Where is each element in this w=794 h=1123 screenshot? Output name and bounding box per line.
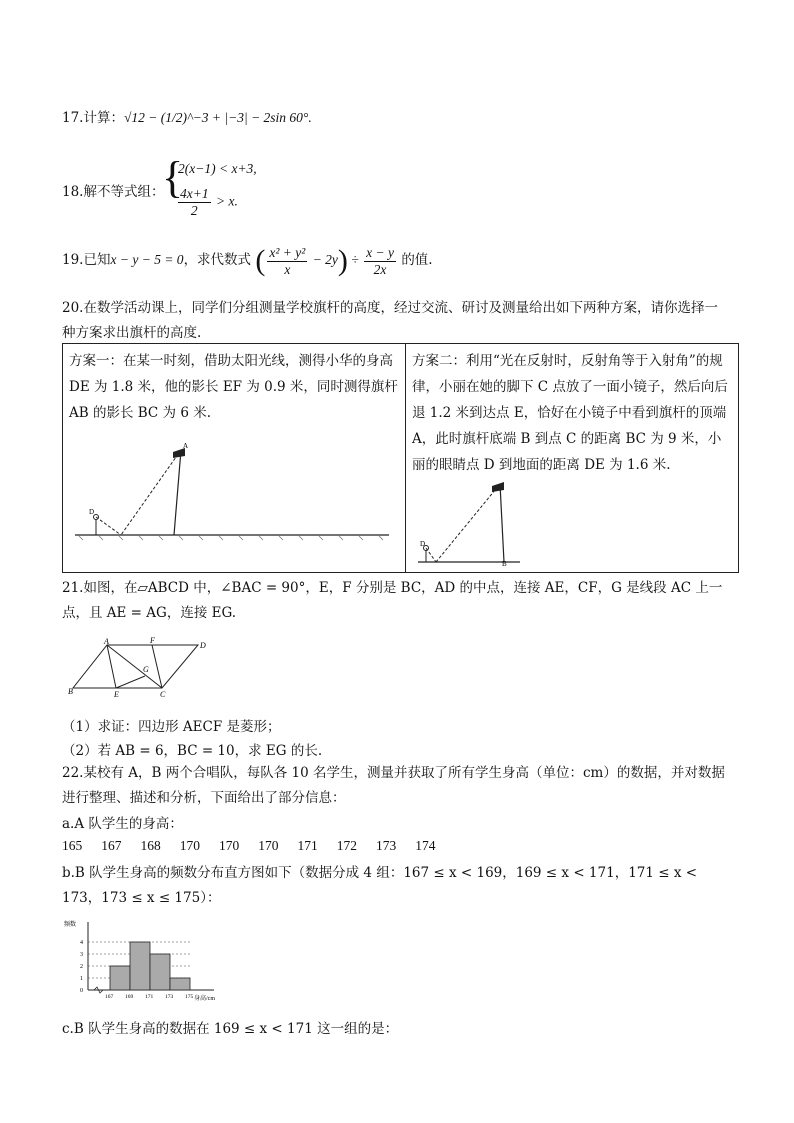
point-B: B <box>68 687 73 696</box>
plan2-figure <box>412 478 732 568</box>
q21-text: 21.如图，在▱ABCD 中，∠BAC = 90°，E，F 分别是 BC，AD 的中点，连接 AE，CF，G 是线段 AC 上一点，且 AE = AG，连接 EG. <box>62 580 723 621</box>
plan1-figure <box>69 432 399 552</box>
q19-mid: ，求代数式 <box>183 252 252 269</box>
a-height-value: 173 <box>376 838 397 853</box>
q18-rest: > x. <box>215 193 238 209</box>
histogram-bar <box>110 966 130 990</box>
q18-den: 2 <box>190 203 198 218</box>
q18-num: 4x+1 <box>180 186 209 201</box>
a-height-value: 171 <box>297 838 318 853</box>
q18-label: 18.解不等式组： <box>62 184 165 200</box>
q22-c-label: c.B 队学生身高的数据在 169 ≤ x < 171 这一组的是： <box>62 1021 399 1037</box>
plan2-cell <box>406 344 739 573</box>
q18-brace: { <box>162 153 184 202</box>
x-tick-label: 167 <box>105 994 114 1000</box>
q19-condition: x − y − 5 = 0 <box>110 252 184 268</box>
plan2-text: 方案二：利用“光在反射时，反射角等于入射角”的规律，小丽在她的脚下 C 点放了一面小镜子，然后向后退 1.2 米到达点 E，恰好在小镜子中看到旗杆的顶端 A，此时旗杆底端 B 到点 C 的距离 BC 为 9 米，小丽的眼睛点 D 到地面的距离 DE 为 1.6 米. <box>412 353 728 473</box>
q17-label: 17.计算： <box>62 110 124 126</box>
q21-parallelogram-figure <box>66 636 216 701</box>
histogram-bar <box>170 978 190 990</box>
plan1-cell <box>63 344 406 573</box>
x-axis-label: 身高/cm <box>194 996 215 1002</box>
q20-text: 20.在数学活动课上，同学们分组测量学校旗杆的高度，经过交流、研讨及测量给出如下两种方案，请你选择一种方案求出旗杆的高度. <box>62 300 718 341</box>
q18-line2 <box>176 186 238 219</box>
y-tick-label: 3 <box>80 952 83 958</box>
q22-text: 22.某校有 A，B 两个合唱队，每队各 10 名学生，测量并获取了所有学生身高（单位：cm）的数据，并对数据进行整理、描述和分析，下面给出了部分信息： <box>62 765 725 806</box>
a-height-value: 168 <box>140 838 161 853</box>
q19-label: 19.已知 <box>62 252 111 269</box>
a-height-value: 170 <box>179 838 200 853</box>
q20-plan-table <box>62 343 739 573</box>
a-height-value: 167 <box>101 838 122 853</box>
point-G: G <box>143 665 149 674</box>
histogram-bar <box>150 954 170 990</box>
q19 <box>62 244 433 278</box>
point-E: E <box>114 690 119 699</box>
q19-tail: 的值. <box>401 252 433 269</box>
y-tick-label: 2 <box>80 964 83 970</box>
y-tick-label: 0 <box>80 988 83 994</box>
q22-b-label: b.B 队学生身高的频数分布直方图如下（数据分成 4 组：167 ≤ x < 169，169 ≤ x < 171，171 ≤ x < 173，173 ≤ x ≤ 175）： <box>62 865 698 906</box>
q19-expression: ( $\frac{\text{x² + y²}}{x}$ − 2y) ÷ $\frac{x - y}{2x}$ <box>255 244 394 277</box>
x-tick-label: 173 <box>165 994 174 1000</box>
a-height-value: 172 <box>336 838 357 853</box>
q22-a-label: a.A 队学生的身高： <box>62 816 183 832</box>
q22-a-values <box>62 838 455 854</box>
y-axis-label: 频数 <box>64 922 77 928</box>
histogram <box>64 914 224 1002</box>
q21-sub1: （1）求证：四边形 AECF 是菱形； <box>62 719 281 735</box>
point-A: A <box>104 637 109 646</box>
x-tick-label: 171 <box>145 994 154 1000</box>
svg-text:B: B <box>502 560 507 568</box>
point-F: F <box>150 636 155 645</box>
a-height-value: 170 <box>219 838 240 853</box>
point-C: C <box>160 690 166 699</box>
q17-expression: √12 − (1/2)^−3 + |−3| − 2sin 60°. <box>123 110 312 125</box>
a-height-value: 170 <box>258 838 279 853</box>
y-tick-label: 4 <box>80 940 83 946</box>
y-tick-label: 1 <box>80 976 83 982</box>
q18-line1: 2(x−1) < x+3, <box>178 161 257 176</box>
q17 <box>62 106 312 126</box>
svg-text:D: D <box>89 508 95 516</box>
histogram-bar <box>130 942 150 990</box>
x-tick-label: 175 <box>185 994 194 1000</box>
q21-sub2: （2）若 AB = 6，BC = 10，求 EG 的长. <box>62 743 323 759</box>
x-tick-label: 169 <box>125 994 134 1000</box>
svg-text:A: A <box>183 442 189 450</box>
a-height-value: 165 <box>62 838 83 853</box>
svg-text:D: D <box>420 540 426 548</box>
a-height-value: 174 <box>415 838 436 853</box>
plan1-text: 方案一：在某一时刻，借助太阳光线，测得小华的身高 DE 为 1.8 米，他的影长 EF 为 0.9 米，同时测得旗杆 AB 的影长 BC 为 6 米. <box>69 353 398 421</box>
point-D: D <box>200 641 206 650</box>
